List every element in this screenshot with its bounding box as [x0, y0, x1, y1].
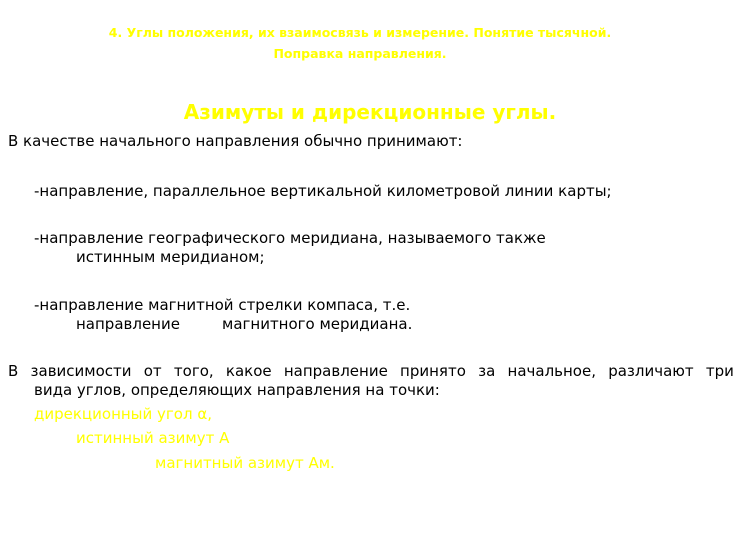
slide-title: Азимуты и дирекционные углы.	[183, 100, 557, 124]
list-item-2-line-1: -направление географического меридиана, называемого также	[34, 229, 546, 247]
angle-item-magnetic-azimuth: магнитный азимут Ам.	[155, 454, 335, 472]
paragraph-word: того,	[173, 362, 214, 380]
angle-item-true-azimuth: истинный азимут А	[76, 429, 230, 447]
intro-text: В качестве начального направления обычно принимают:	[8, 132, 463, 150]
section-header-line-1: 4. Углы положения, их взаимосвязь и измерение. Понятие тысячной.	[108, 25, 612, 40]
list-item-1: -направление, параллельное вертикальной километровой линии карты;	[34, 182, 612, 200]
paragraph-word: принято	[400, 362, 466, 380]
angle-item-directional: дирекционный угол α,	[34, 405, 212, 423]
section-header-line-2: Поправка направления.	[273, 46, 447, 61]
paragraph-line-2: вида углов, определяющих направления на точки:	[34, 381, 440, 399]
list-item-2-line-2: истинным меридианом;	[76, 248, 265, 266]
paragraph-word: от	[143, 362, 162, 380]
paragraph-word: три	[705, 362, 734, 380]
list-item-3-line-1: -направление магнитной стрелки компаса, т.е.	[34, 296, 411, 314]
list-item-3-line-2a: направление	[76, 315, 180, 333]
section-header	[40, 22, 680, 64]
paragraph-word: направление	[283, 362, 388, 380]
paragraph-word: зависимости	[30, 362, 132, 380]
list-item-3-line-2b: магнитного меридиана.	[222, 315, 413, 333]
paragraph-word: В	[8, 362, 19, 380]
paragraph-word: начальное,	[507, 362, 596, 380]
paragraph-line-1	[8, 362, 734, 381]
paragraph-word: какое	[225, 362, 272, 380]
paragraph-word: за	[478, 362, 496, 380]
paragraph-word: различают	[608, 362, 694, 380]
